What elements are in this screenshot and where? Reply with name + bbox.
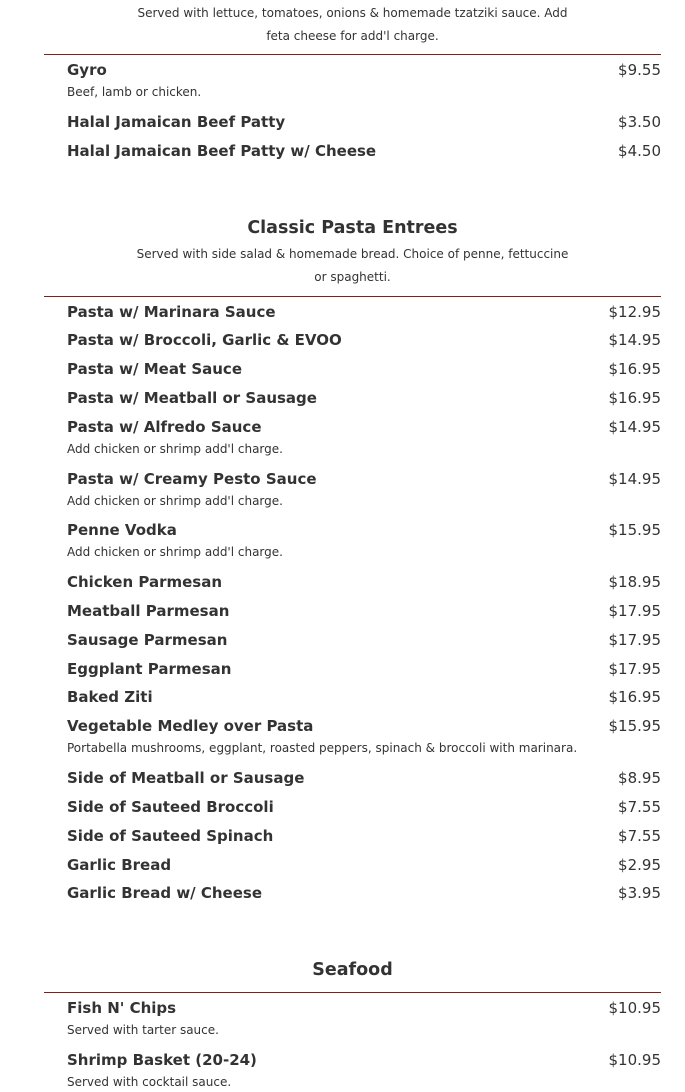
- section-divider: [44, 54, 661, 55]
- item-name: Side of Sauteed Broccoli: [67, 798, 274, 816]
- item-description: Served with tarter sauce.: [67, 1023, 219, 1037]
- menu-item: [67, 360, 661, 378]
- item-name: Vegetable Medley over Pasta: [67, 717, 314, 735]
- menu-item: [67, 688, 661, 706]
- item-name: Chicken Parmesan: [67, 573, 223, 591]
- item-price: $10.95: [608, 999, 661, 1017]
- item-price: $18.95: [608, 573, 661, 591]
- menu-item: [67, 884, 661, 902]
- menu-item: [67, 113, 661, 131]
- item-price: $4.50: [618, 142, 661, 160]
- item-name: Pasta w/ Meatball or Sausage: [67, 389, 317, 407]
- item-description: Served with cocktail sauce.: [67, 1075, 232, 1089]
- item-name: Shrimp Basket (20-24): [67, 1051, 257, 1069]
- menu-item: [67, 856, 661, 874]
- item-name: Side of Meatball or Sausage: [67, 769, 305, 787]
- item-description: Portabella mushrooms, eggplant, roasted peppers, spinach & broccoli with marinara.: [67, 741, 578, 755]
- item-price: $16.95: [608, 688, 661, 706]
- item-price: $15.95: [608, 717, 661, 735]
- item-price: $3.50: [618, 113, 661, 131]
- menu-item: [67, 717, 661, 755]
- item-name: Sausage Parmesan: [67, 631, 228, 649]
- menu-item: [67, 660, 661, 678]
- item-price: $8.95: [618, 769, 661, 787]
- menu-item: [67, 418, 661, 456]
- menu-item: [67, 470, 661, 508]
- item-price: $7.55: [618, 798, 661, 816]
- menu-item: [67, 999, 661, 1037]
- item-name: Fish N' Chips: [67, 999, 177, 1017]
- item-price: $17.95: [608, 602, 661, 620]
- item-name: Meatball Parmesan: [67, 602, 230, 620]
- menu-item: [67, 142, 661, 160]
- item-price: $7.55: [618, 827, 661, 845]
- item-name: Pasta w/ Broccoli, Garlic & EVOO: [67, 331, 342, 349]
- item-price: $3.95: [618, 884, 661, 902]
- item-price: $16.95: [608, 389, 661, 407]
- section-title: Classic Pasta Entrees: [247, 218, 458, 238]
- menu-item: [67, 389, 661, 407]
- item-name: Gyro: [67, 61, 107, 79]
- section-divider: [44, 992, 661, 993]
- menu-item: [67, 1051, 661, 1089]
- item-description: Add chicken or shrimp add'l charge.: [67, 545, 283, 559]
- item-price: $17.95: [608, 631, 661, 649]
- item-name: Pasta w/ Alfredo Sauce: [67, 418, 262, 436]
- item-description: Add chicken or shrimp add'l charge.: [67, 494, 283, 508]
- item-price: $15.95: [608, 521, 661, 539]
- menu-item: [67, 602, 661, 620]
- item-price: $10.95: [608, 1051, 661, 1069]
- menu-item: [67, 631, 661, 649]
- item-price: $14.95: [608, 470, 661, 488]
- item-name: Baked Ziti: [67, 688, 153, 706]
- item-description: Beef, lamb or chicken.: [67, 85, 202, 99]
- item-price: $14.95: [608, 331, 661, 349]
- menu-item: [67, 827, 661, 845]
- item-description: Add chicken or shrimp add'l charge.: [67, 442, 283, 456]
- menu-item: [67, 61, 661, 99]
- item-name: Halal Jamaican Beef Patty: [67, 113, 286, 131]
- item-name: Eggplant Parmesan: [67, 660, 232, 678]
- item-price: $16.95: [608, 360, 661, 378]
- item-name: Pasta w/ Creamy Pesto Sauce: [67, 470, 317, 488]
- item-name: Side of Sauteed Spinach: [67, 827, 274, 845]
- item-name: Pasta w/ Marinara Sauce: [67, 303, 276, 321]
- section-description: Served with side salad & homemade bread. Choice of penne, fettuccine or spaghetti.: [136, 247, 569, 284]
- item-price: $14.95: [608, 418, 661, 436]
- item-name: Halal Jamaican Beef Patty w/ Cheese: [67, 142, 377, 160]
- item-price: $17.95: [608, 660, 661, 678]
- menu-item: [67, 798, 661, 816]
- section-description: Served with lettuce, tomatoes, onions & homemade tzatziki sauce. Add feta cheese for add'l charge.: [137, 6, 568, 43]
- menu-item: [67, 573, 661, 591]
- menu-item: [67, 521, 661, 559]
- section-title: Seafood: [312, 960, 393, 980]
- item-price: $9.55: [618, 61, 661, 79]
- item-price: $2.95: [618, 856, 661, 874]
- item-name: Garlic Bread w/ Cheese: [67, 884, 263, 902]
- item-price: $12.95: [608, 303, 661, 321]
- item-name: Pasta w/ Meat Sauce: [67, 360, 242, 378]
- section-divider: [44, 296, 661, 297]
- menu-item: [67, 769, 661, 787]
- item-name: Garlic Bread: [67, 856, 172, 874]
- menu-item: [67, 331, 661, 349]
- item-name: Penne Vodka: [67, 521, 177, 539]
- menu-item: [67, 303, 661, 321]
